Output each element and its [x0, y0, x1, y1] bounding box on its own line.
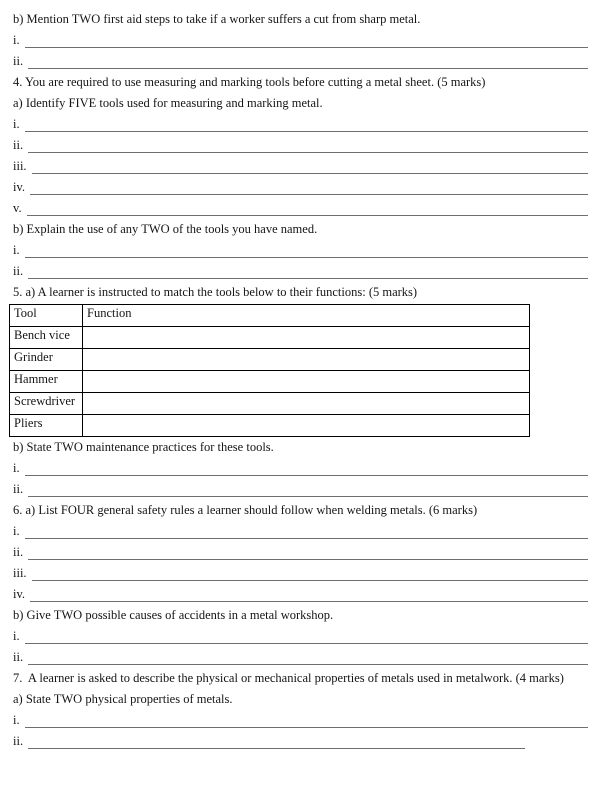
answer-rule	[28, 731, 525, 749]
table-row	[10, 393, 530, 415]
question-4b-text: b) Explain the use of any TWO of the tools you have named.	[13, 222, 318, 236]
table-header-function: Function	[83, 305, 530, 327]
answer-line	[13, 584, 588, 605]
answer-line	[13, 51, 588, 72]
answer-line-numeral: i.	[13, 243, 20, 257]
answer-rule	[25, 114, 588, 132]
answer-rule	[32, 156, 588, 174]
question-7-text: 7. A learner is asked to describe the physical or mechanical properties of metals used in metalwork. (4 marks)	[13, 671, 564, 685]
table-header-tool: Tool	[10, 305, 83, 327]
answer-line	[13, 177, 588, 198]
question-3b-text: b) Mention TWO first aid steps to take if a worker suffers a cut from sharp metal.	[13, 12, 421, 26]
answer-rule	[25, 626, 588, 644]
tool-function-table	[9, 304, 530, 437]
table-cell-function	[83, 349, 530, 371]
table-row	[10, 327, 530, 349]
answer-line	[13, 647, 588, 668]
table-cell-tool: Hammer	[10, 371, 83, 393]
answer-line	[13, 135, 588, 156]
answer-line	[13, 458, 588, 479]
answer-line	[13, 710, 588, 731]
answer-rule	[28, 135, 588, 153]
answer-rule	[25, 458, 588, 476]
answer-line	[13, 479, 588, 500]
answer-line-numeral: v.	[13, 201, 22, 215]
answer-line-numeral: ii.	[13, 138, 24, 152]
answer-line-numeral: i.	[13, 713, 20, 727]
answer-line	[13, 731, 588, 752]
answer-rule	[28, 261, 588, 279]
answer-line	[13, 261, 588, 282]
answer-line	[13, 626, 588, 647]
question-7a-text: a) State TWO physical properties of metals.	[13, 692, 233, 706]
answer-rule	[25, 240, 588, 258]
question-5a-text: 5. a) A learner is instructed to match the tools below to their functions: (5 marks)	[13, 285, 418, 299]
answer-line-numeral: i.	[13, 33, 20, 47]
answer-rule	[32, 563, 588, 581]
answer-line	[13, 521, 588, 542]
table-cell-function	[83, 327, 530, 349]
answer-rule	[25, 710, 588, 728]
table-row	[10, 349, 530, 371]
answer-line-numeral: ii.	[13, 264, 24, 278]
answer-line-numeral: iii.	[13, 159, 27, 173]
question-4-text: 4. You are required to use measuring and marking tools before cutting a metal sheet. (5 marks)	[13, 75, 486, 89]
answer-line-numeral: i.	[13, 629, 20, 643]
answer-rule	[28, 479, 588, 497]
answer-rule	[28, 647, 588, 665]
answer-rule	[28, 51, 588, 69]
answer-line-numeral: ii.	[13, 545, 24, 559]
answer-rule	[25, 30, 588, 48]
answer-line-numeral: ii.	[13, 734, 24, 748]
table-cell-function	[83, 371, 530, 393]
answer-line	[13, 156, 588, 177]
answer-line-numeral: i.	[13, 117, 20, 131]
answer-line-numeral: iii.	[13, 566, 27, 580]
answer-rule	[30, 177, 588, 195]
answer-line	[13, 563, 588, 584]
answer-line-numeral: ii.	[13, 482, 24, 496]
table-cell-function	[83, 415, 530, 437]
answer-line-numeral: iv.	[13, 180, 26, 194]
answer-rule	[28, 542, 588, 560]
question-4a-text: a) Identify FIVE tools used for measuring and marking metal.	[13, 96, 323, 110]
answer-rule	[25, 521, 588, 539]
answer-line-numeral: ii.	[13, 54, 24, 68]
table-cell-tool: Pliers	[10, 415, 83, 437]
answer-rule	[27, 198, 588, 216]
answer-line-numeral: iv.	[13, 587, 26, 601]
table-row	[10, 371, 530, 393]
answer-line-numeral: i.	[13, 524, 20, 538]
table-row	[10, 415, 530, 437]
table-cell-tool: Bench vice	[10, 327, 83, 349]
question-5b-text: b) State TWO maintenance practices for these tools.	[13, 440, 274, 454]
question-6a-text: 6. a) List FOUR general safety rules a learner should follow when welding metals. (6 marks)	[13, 503, 478, 517]
answer-line	[13, 240, 588, 261]
answer-rule	[30, 584, 588, 602]
table-header-row	[10, 305, 530, 327]
question-6b-text: b) Give TWO possible causes of accidents in a metal workshop.	[13, 608, 334, 622]
table-cell-tool: Grinder	[10, 349, 83, 371]
answer-line	[13, 542, 588, 563]
answer-line	[13, 198, 588, 219]
answer-line	[13, 114, 588, 135]
table-cell-tool: Screwdriver	[10, 393, 83, 415]
answer-line	[13, 30, 588, 51]
table-cell-function	[83, 393, 530, 415]
answer-line-numeral: ii.	[13, 650, 24, 664]
answer-line-numeral: i.	[13, 461, 20, 475]
